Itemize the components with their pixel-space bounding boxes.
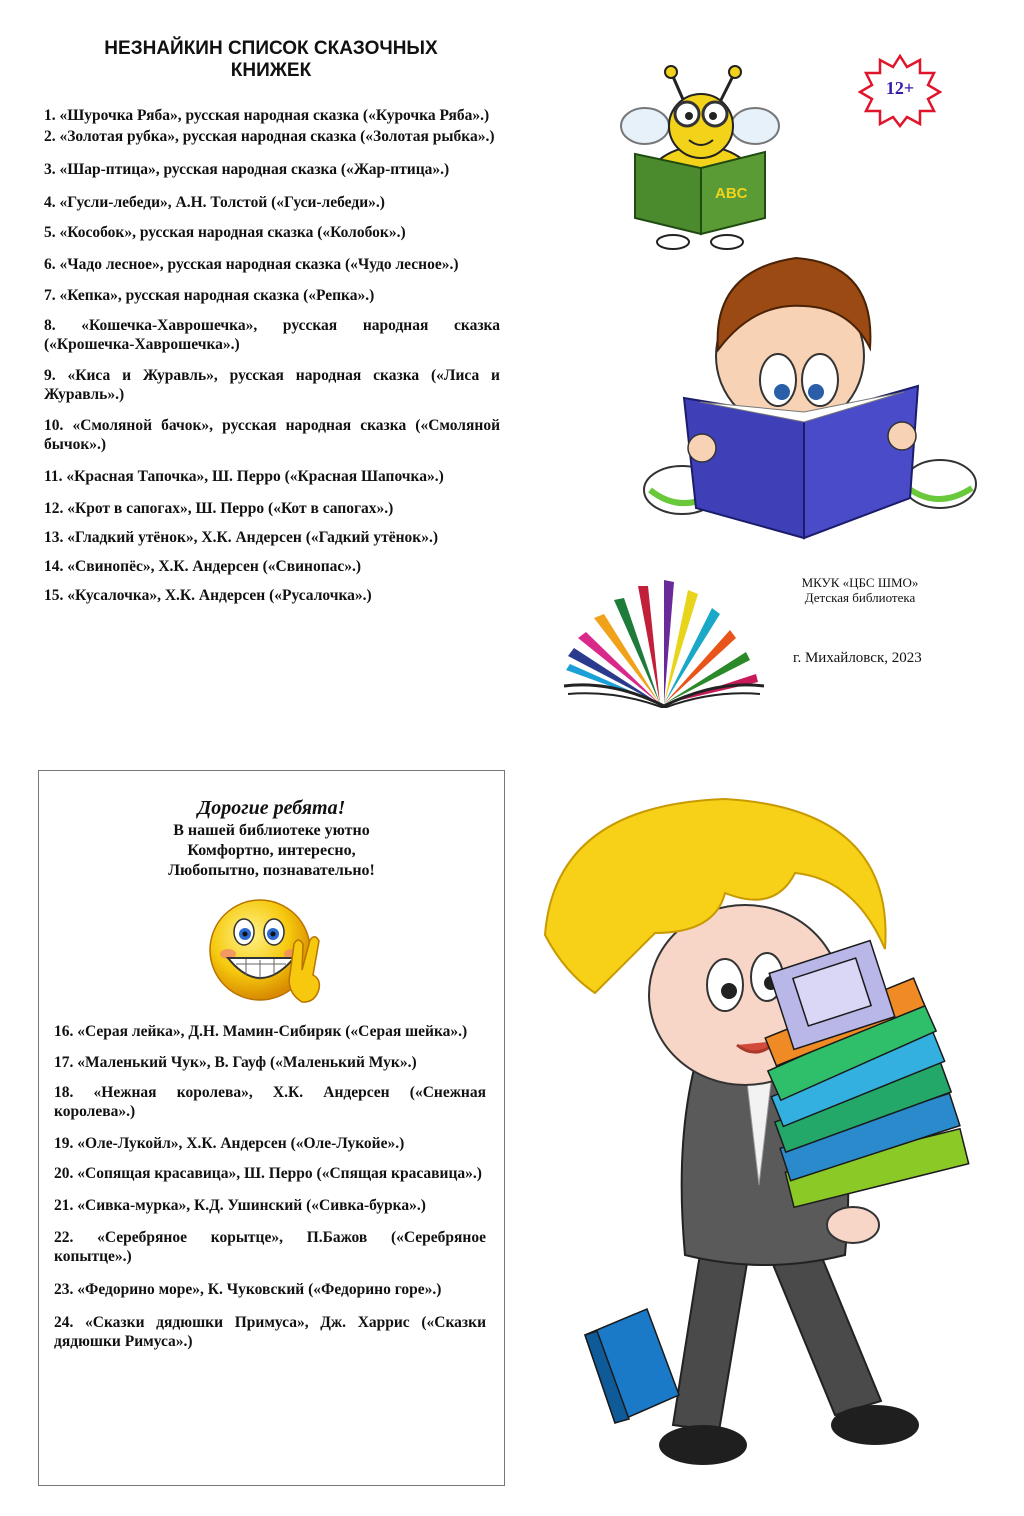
list-item: 22. «Серебряное корытце», П.Бажов («Серебряное копытце».) [54, 1229, 486, 1265]
boy-carrying-books-illustration [515, 795, 985, 1495]
open-book-logo-icon [560, 578, 768, 708]
bee-reading-illustration [615, 64, 785, 256]
city-year: г. Михайловск, 2023 [793, 650, 922, 666]
list-item: 24. «Сказки дядюшки Примуса», Дж. Харрис («Сказки дядюшки Римуса».) [54, 1314, 486, 1350]
library-dept: Детская библиотека [804, 590, 916, 605]
page-title [40, 38, 502, 82]
page-title-line2: КНИЖЕК [230, 60, 312, 81]
list-item: 1. «Шурочка Ряба», русская народная сказка («Курочка Ряба».) [44, 107, 490, 124]
greeting-line: Комфортно, интересно, [187, 842, 356, 859]
age-rating-badge [858, 54, 942, 128]
list-item: 6. «Чадо лесное», русская народная сказка («Чудо лесное».) [44, 256, 459, 273]
list-item: 21. «Сивка-мурка», К.Д. Ушинский («Сивка-бурка».) [54, 1197, 426, 1214]
list-item: 2. «Золотая рубка», русская народная сказка («Золотая рыбка».) [44, 128, 495, 145]
list-item: 9. «Киса и Журавль», русская народная сказка («Лиса и Журавль».) [44, 367, 500, 403]
list-item: 17. «Маленький Чук», В. Гауф («Маленький Мук».) [54, 1054, 417, 1071]
age-rating-text: 12+ [885, 78, 915, 98]
list-item: 14. «Свинопёс», Х.К. Андерсен («Свинопас».) [44, 558, 362, 575]
list-item: 23. «Федорино море», К. Чуковский («Федорино горе».) [54, 1281, 442, 1298]
list-item: 19. «Оле-Лукойл», Х.К. Андерсен («Оле-Лукойе».) [54, 1135, 405, 1152]
list-item: 13. «Гладкий утёнок», Х.К. Андерсен («Гадкий утёнок».) [44, 529, 439, 546]
greeting-title: Дорогие ребята! [197, 797, 346, 819]
book-list-part1 [44, 106, 500, 605]
greeting-line: Любопытно, познавательно! [168, 862, 375, 879]
list-item: 16. «Серая лейка», Д.Н. Мамин-Сибиряк («Серая шейка».) [54, 1023, 468, 1040]
book-cover-abc: ABC [715, 185, 748, 202]
list-item: 15. «Кусалочка», Х.К. Андерсен («Русалочка».) [44, 587, 372, 604]
page-title-line1: НЕЗНАЙКИН СПИСОК СКАЗОЧНЫХ [104, 38, 438, 59]
list-item: 7. «Кепка», русская народная сказка («Репка».) [44, 287, 375, 304]
list-item: 3. «Шар-птица», русская народная сказка («Жар-птица».) [44, 161, 450, 178]
list-item: 5. «Кособок», русская народная сказка («Колобок».) [44, 224, 406, 241]
library-info [780, 575, 940, 605]
book-list-part2 [54, 1022, 486, 1351]
list-item: 11. «Красная Тапочка», Ш. Перро («Красная Шапочка».) [44, 468, 444, 485]
greeting-line: В нашей библиотеке уютно [173, 822, 370, 839]
library-org: МКУК «ЦБС ШМО» [801, 575, 919, 590]
list-item: 10. «Смоляной бачок», русская народная сказка («Смоляной бычок».) [44, 417, 500, 453]
boy-reading-illustration [640, 252, 980, 548]
list-item: 12. «Крот в сапогах», Ш. Перро («Кот в сапогах».) [44, 500, 394, 517]
list-item: 20. «Сопящая красавица», Ш. Перро («Спящая красавица».) [54, 1165, 482, 1182]
smiley-victory-icon [206, 898, 332, 1006]
greeting-text [38, 821, 505, 881]
list-item: 4. «Гусли-лебеди», А.Н. Толстой («Гуси-лебеди».) [44, 194, 385, 211]
list-item: 18. «Нежная королева», Х.К. Андерсен («Снежная королева».) [54, 1084, 486, 1120]
list-item: 8. «Кошечка-Хаврошечка», русская народная сказка («Крошечка-Хаврошечка».) [44, 317, 500, 353]
